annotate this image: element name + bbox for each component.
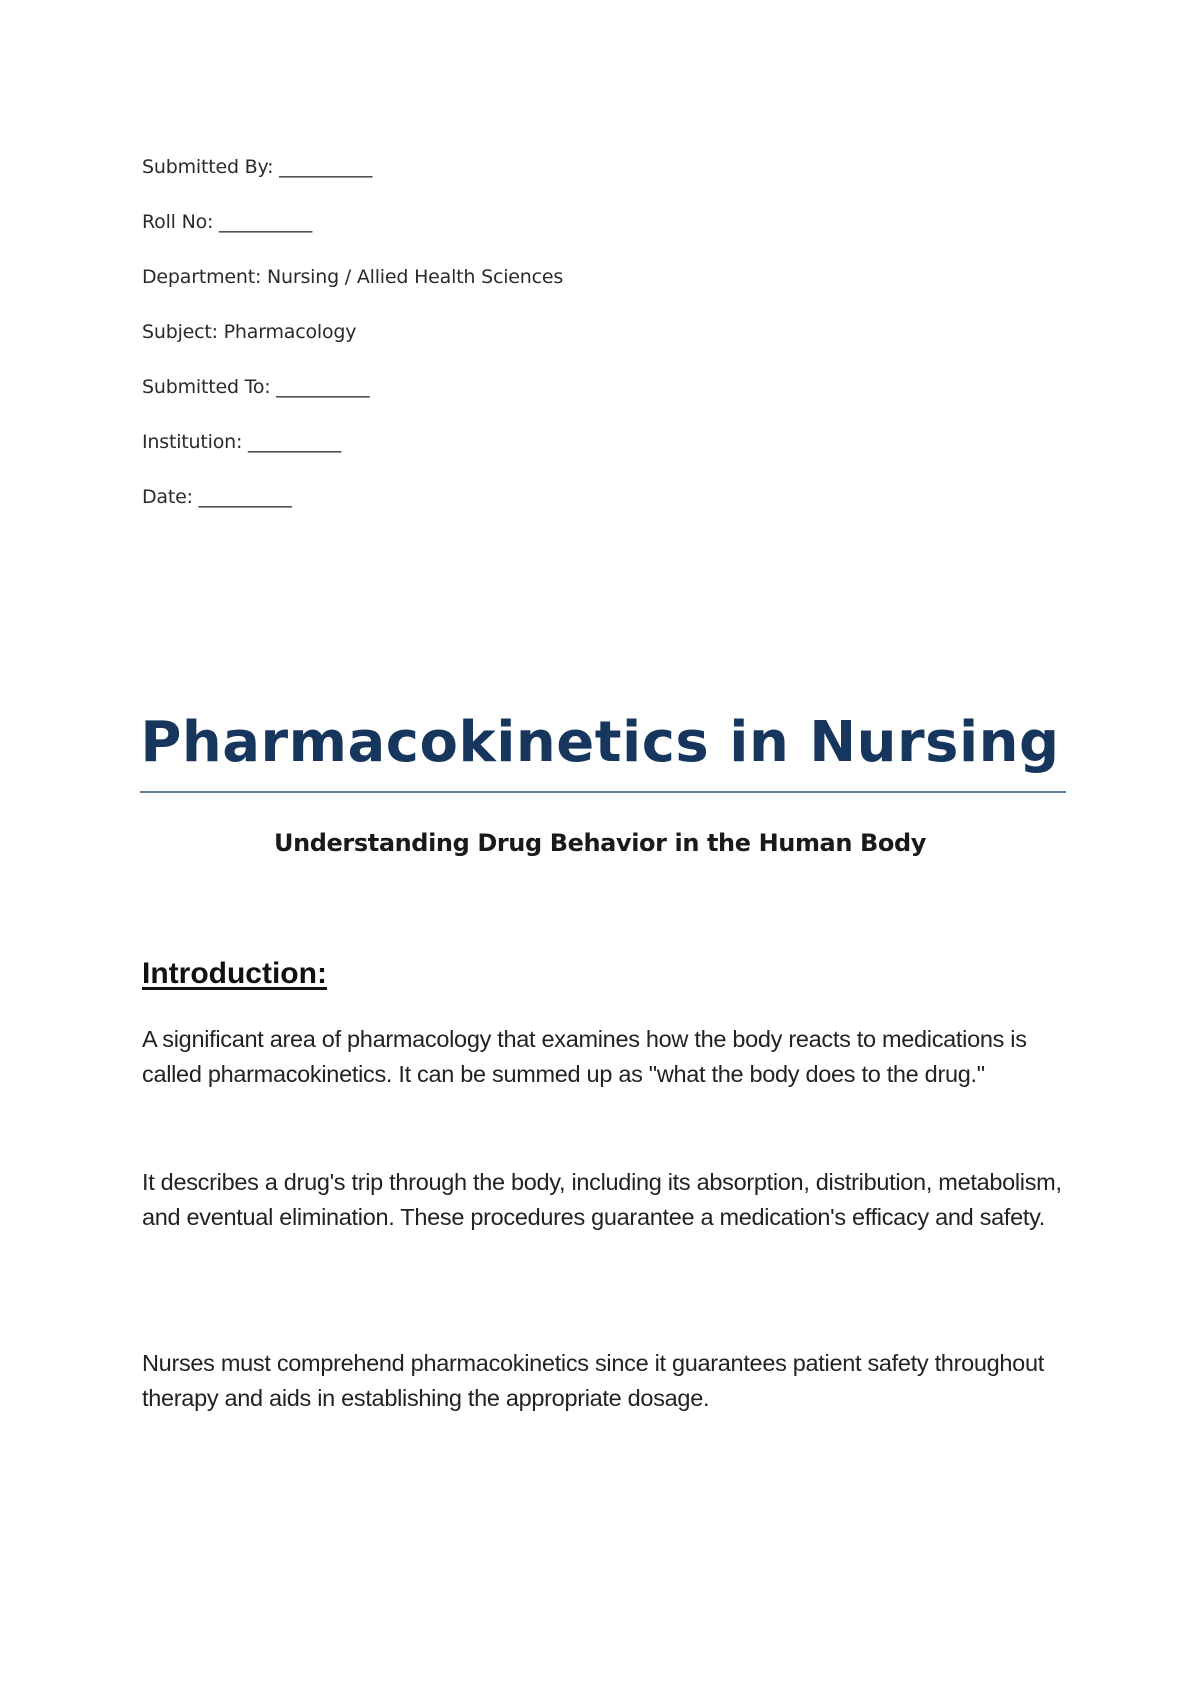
submitted-to-line: Submitted To: __________ <box>142 376 370 398</box>
introduction-paragraph-2: It describes a drug's trip through the body, including its absorption, distribution, metabolism, and eventual elimination. These procedures guarantee a medication's efficacy and safety. <box>142 1169 1062 1230</box>
document-title: Pharmacokinetics in Nursing <box>140 710 1060 775</box>
date-line: Date: __________ <box>142 486 292 508</box>
introduction-paragraph-1: A significant area of pharmacology that examines how the body reacts to medications is called pharmacokinetics. It can be summed up as "what the body does to the drug." <box>142 1026 1027 1087</box>
submitted-by-line: Submitted By: __________ <box>142 156 373 178</box>
introduction-paragraph-3: Nurses must comprehend pharmacokinetics since it guarantees patient safety throughout therapy and aids in establishing the appropriate dosage. <box>142 1350 1044 1411</box>
subject-line: Subject: Pharmacology <box>142 321 357 343</box>
institution-line: Institution: __________ <box>142 431 342 453</box>
title-divider <box>140 791 1066 793</box>
introduction-heading: Introduction: <box>142 957 327 990</box>
submission-details <box>142 152 563 537</box>
document-subtitle: Understanding Drug Behavior in the Human Body <box>274 829 926 857</box>
roll-no-line: Roll No: __________ <box>142 211 313 233</box>
department-line: Department: Nursing / Allied Health Sciences <box>142 266 564 288</box>
